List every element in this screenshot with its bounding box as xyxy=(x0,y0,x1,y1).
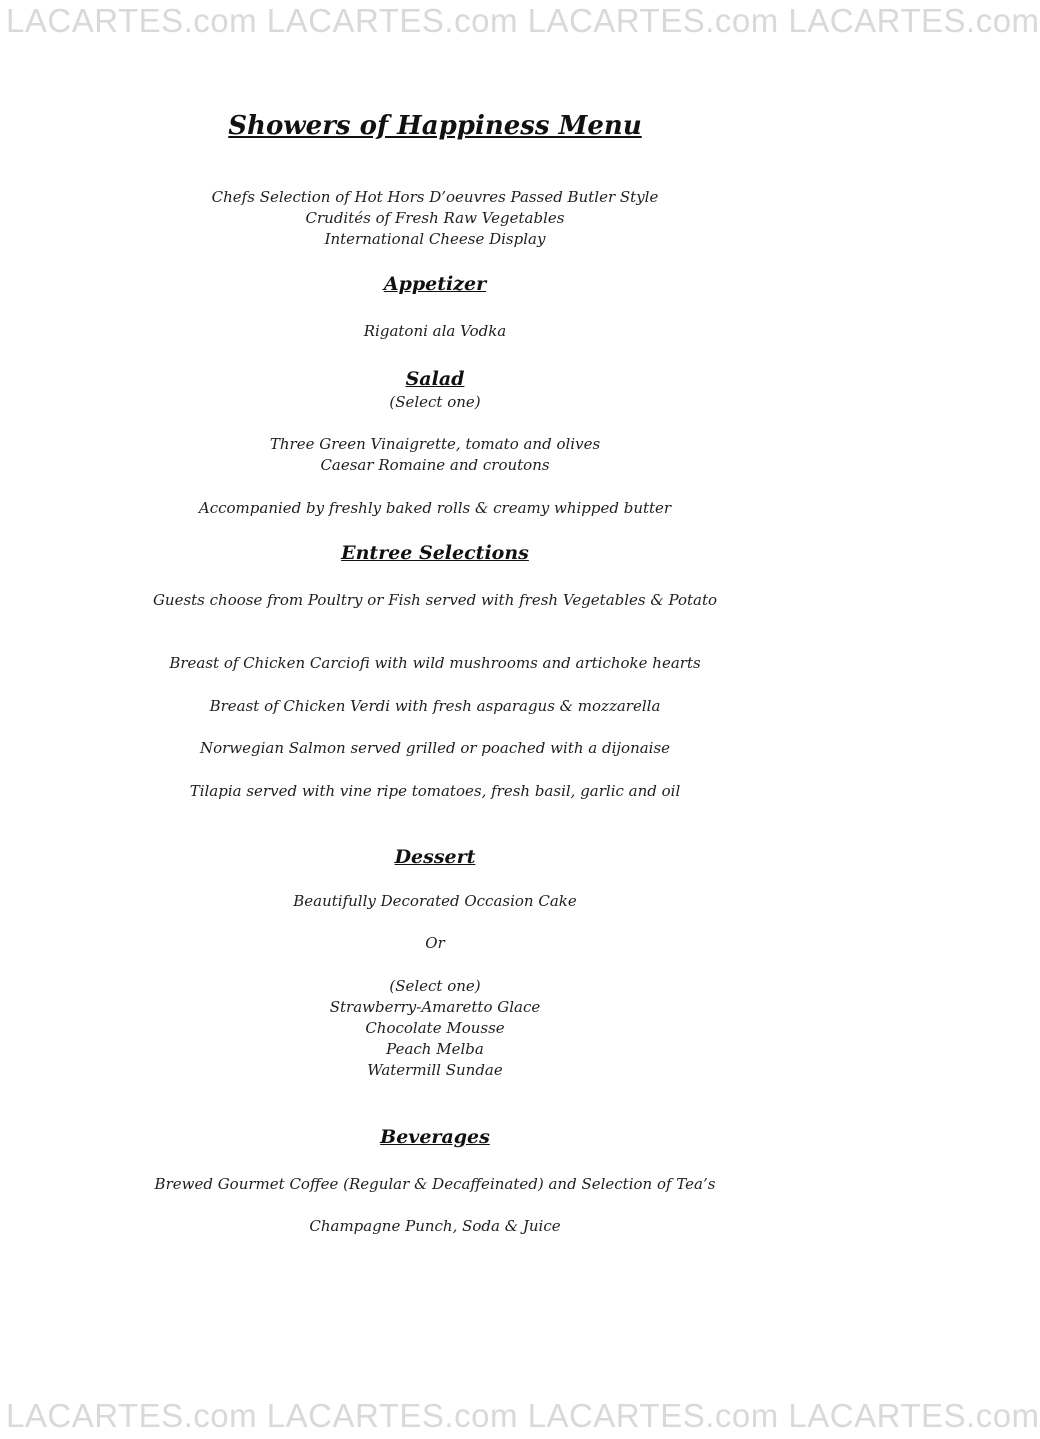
salad-item: Three Green Vinaigrette, tomato and olives xyxy=(269,435,601,453)
menu-title: Showers of Happiness Menu xyxy=(228,111,642,141)
appetizer-heading: Appetizer xyxy=(383,273,487,295)
entree-item: Breast of Chicken Carciofi with wild mushrooms and artichoke hearts xyxy=(169,654,701,672)
dessert-item: Strawberry-Amaretto Glace xyxy=(329,998,541,1016)
dessert-item: Watermill Sundae xyxy=(367,1061,503,1079)
entree-heading: Entree Selections xyxy=(341,542,529,564)
entree-item: Breast of Chicken Verdi with fresh asparagus & mozzarella xyxy=(209,697,661,715)
watermark-bottom: LACARTES.com LACARTES.com LACARTES.com LACARTES.com xyxy=(6,1397,1040,1434)
dessert-item: Chocolate Mousse xyxy=(365,1019,505,1037)
dessert-note: (Select one) xyxy=(389,977,481,995)
salad-accompaniment: Accompanied by freshly baked rolls & creamy whipped butter xyxy=(198,499,672,517)
beverage-item: Champagne Punch, Soda & Juice xyxy=(309,1217,561,1235)
entree-item: Norwegian Salmon served grilled or poached with a dijonaise xyxy=(199,739,671,757)
salad-heading: Salad xyxy=(405,368,465,390)
salad-note: (Select one) xyxy=(389,393,481,411)
appetizer-item: Rigatoni ala Vodka xyxy=(363,322,507,340)
beverages-heading: Beverages xyxy=(380,1126,490,1148)
entree-item: Tilapia served with vine ripe tomatoes, fresh basil, garlic and oil xyxy=(189,782,681,800)
entree-intro: Guests choose from Poultry or Fish served with fresh Vegetables & Potato xyxy=(152,591,718,609)
dessert-heading: Dessert xyxy=(394,846,476,868)
dessert-or: Or xyxy=(425,934,445,952)
salad-item: Caesar Romaine and croutons xyxy=(320,456,550,474)
watermark-top: LACARTES.com LACARTES.com LACARTES.com LACARTES.com xyxy=(6,2,1040,39)
intro-item: Crudités of Fresh Raw Vegetables xyxy=(305,209,565,227)
dessert-cake: Beautifully Decorated Occasion Cake xyxy=(293,892,577,910)
dessert-item: Peach Melba xyxy=(386,1040,484,1058)
intro-item: Chefs Selection of Hot Hors D’oeuvres Passed Butler Style xyxy=(211,188,659,206)
intro-item: International Cheese Display xyxy=(324,230,546,248)
beverage-item: Brewed Gourmet Coffee (Regular & Decaffeinated) and Selection of Tea’s xyxy=(154,1175,716,1193)
